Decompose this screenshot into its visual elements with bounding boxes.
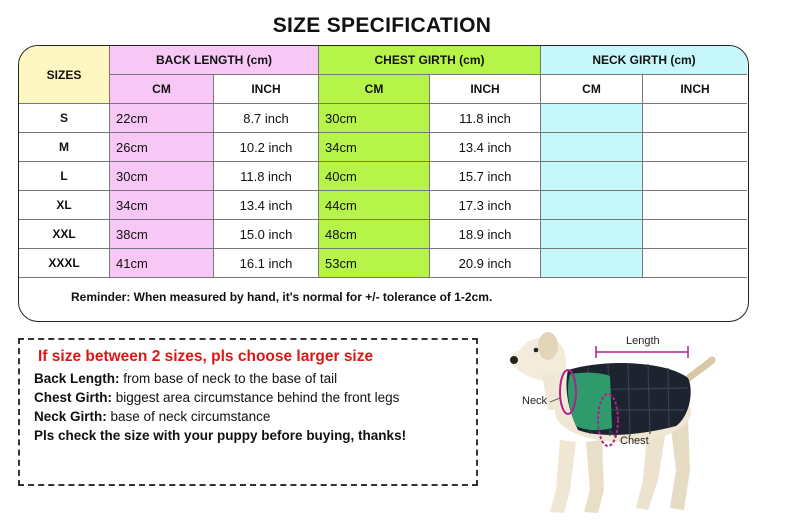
neck-inch-cell: [643, 104, 747, 133]
note-neck-girth: [34, 409, 462, 424]
neck-inch-cell: [643, 191, 747, 220]
dog-in-jacket-image: [498, 330, 798, 525]
size-grid: [19, 46, 747, 316]
chest-inch-cell: 15.7 inch: [430, 162, 541, 191]
chest-cm-cell: 30cm: [319, 104, 430, 133]
back-inch-cell: 8.7 inch: [214, 104, 319, 133]
back-cm-header: CM: [110, 75, 214, 104]
neck-label: Neck: [522, 395, 548, 407]
sizes-header: SIZES: [19, 46, 110, 104]
chest-inch-cell: 18.9 inch: [430, 220, 541, 249]
chest-cm-cell: 44cm: [319, 191, 430, 220]
page-title: SIZE SPECIFICATION: [272, 14, 492, 37]
chest-inch-cell: 20.9 inch: [430, 249, 541, 278]
back-inch-cell: 11.8 inch: [214, 162, 319, 191]
size-cell: S: [19, 104, 110, 133]
back-inch-cell: 13.4 inch: [214, 191, 319, 220]
chest-label: Chest: [620, 435, 649, 447]
back-length-header: BACK LENGTH (cm): [110, 46, 319, 75]
chest-cm-cell: 34cm: [319, 133, 430, 162]
note-text: base of neck circumstance: [106, 409, 271, 424]
back-cm-cell: 34cm: [110, 191, 214, 220]
chest-inch-cell: 17.3 inch: [430, 191, 541, 220]
chest-inch-header: INCH: [430, 75, 541, 104]
back-inch-cell: 16.1 inch: [214, 249, 319, 278]
note-label: Neck Girth:: [34, 409, 107, 424]
chest-cm-cell: 40cm: [319, 162, 430, 191]
neck-inch-cell: [643, 220, 747, 249]
sizing-notes-box: [18, 338, 478, 486]
reminder-text: Reminder: When measured by hand, it's normal for +/- tolerance of 1-2cm.: [71, 290, 493, 304]
size-cell: XXL: [19, 220, 110, 249]
size-cell: L: [19, 162, 110, 191]
chest-girth-header: CHEST GIRTH (cm): [319, 46, 541, 75]
note-label: Back Length:: [34, 371, 120, 386]
neck-inch-cell: [643, 133, 747, 162]
note-back-length: [34, 371, 462, 386]
dog-measurement-illustration: [498, 330, 798, 525]
chest-cm-header: CM: [319, 75, 430, 104]
neck-cm-cell: [541, 133, 643, 162]
back-inch-cell: 10.2 inch: [214, 133, 319, 162]
chest-inch-cell: 11.8 inch: [430, 104, 541, 133]
size-cell: XL: [19, 191, 110, 220]
back-cm-cell: 38cm: [110, 220, 214, 249]
note-label: Pls check the size with your puppy before buying, thanks!: [34, 428, 407, 443]
neck-cm-cell: [541, 220, 643, 249]
note-check-size: [34, 428, 462, 443]
back-cm-cell: 41cm: [110, 249, 214, 278]
back-inch-cell: 15.0 inch: [214, 220, 319, 249]
sizing-advice-headline: If size between 2 sizes, pls choose larger size: [38, 348, 374, 365]
neck-cm-cell: [541, 104, 643, 133]
note-label: Chest Girth:: [34, 390, 113, 405]
note-text: biggest area circumstance behind the front legs: [112, 390, 400, 405]
size-cell: XXXL: [19, 249, 110, 278]
back-cm-cell: 30cm: [110, 162, 214, 191]
neck-inch-header: INCH: [643, 75, 747, 104]
back-cm-cell: 22cm: [110, 104, 214, 133]
neck-inch-cell: [643, 249, 747, 278]
length-label: Length: [626, 335, 660, 347]
neck-girth-header: NECK GIRTH (cm): [541, 46, 747, 75]
neck-inch-cell: [643, 162, 747, 191]
chest-cm-cell: 53cm: [319, 249, 430, 278]
note-chest-girth: [34, 390, 462, 405]
back-cm-cell: 26cm: [110, 133, 214, 162]
back-inch-header: INCH: [214, 75, 319, 104]
neck-cm-cell: [541, 191, 643, 220]
size-cell: M: [19, 133, 110, 162]
size-table: [18, 45, 749, 322]
chest-inch-cell: 13.4 inch: [430, 133, 541, 162]
neck-cm-cell: [541, 162, 643, 191]
chest-cm-cell: 48cm: [319, 220, 430, 249]
neck-cm-header: CM: [541, 75, 643, 104]
neck-cm-cell: [541, 249, 643, 278]
note-text: from base of neck to the base of tail: [119, 371, 338, 386]
